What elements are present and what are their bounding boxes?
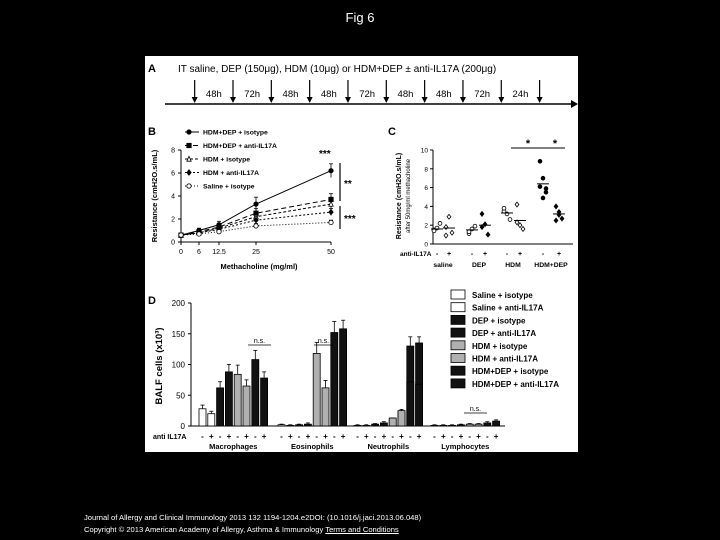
panel-d-y-label: BALF cells (x10³) bbox=[154, 327, 165, 405]
panel-d-bar-overlay bbox=[416, 384, 423, 426]
panel-d-sign-label: + bbox=[493, 432, 499, 441]
panel-d-sign-label: - bbox=[253, 432, 257, 441]
timeline-arrowhead-small bbox=[422, 97, 428, 103]
panel-d-bar bbox=[287, 425, 294, 426]
panel-d-bar bbox=[440, 425, 447, 426]
panel-d-legend-label: Saline + isotype bbox=[472, 291, 533, 300]
panel-c-data-point bbox=[450, 230, 454, 235]
panel-c-data-point bbox=[438, 221, 442, 225]
panel-b-legend-label: HDM+DEP + anti-IL17A bbox=[203, 143, 277, 150]
panel-d-bar bbox=[313, 353, 320, 426]
panel-c-data-point bbox=[554, 218, 558, 223]
panel-b-y-tick-label: 2 bbox=[171, 216, 175, 224]
panel-a-header: IT saline, DEP (150μg), HDM (10μg) or HDM+DEP ± anti-IL17A (200μg) bbox=[178, 64, 497, 75]
panel-b-x-tick-label: 0 bbox=[179, 249, 183, 256]
citation-footer bbox=[84, 512, 421, 536]
panel-b-y-tick-label: 8 bbox=[171, 147, 175, 155]
panel-b-significance-label: ** bbox=[344, 179, 352, 190]
timeline-arrowhead-small bbox=[537, 97, 543, 103]
panel-b-data-point bbox=[329, 169, 333, 173]
panel-b-x-tick-label: 50 bbox=[327, 249, 335, 256]
panel-c-data-point bbox=[483, 222, 487, 227]
panel-c-data-point bbox=[502, 206, 506, 210]
panel-d-sign-label: - bbox=[485, 432, 489, 441]
panel-d-y-tick-label: 200 bbox=[171, 299, 185, 308]
panel-c-data-point bbox=[515, 202, 519, 207]
panel-b-legend-marker bbox=[187, 170, 191, 175]
panel-c-sign-label: + bbox=[446, 251, 452, 258]
panel-d-sign-label: - bbox=[433, 432, 436, 441]
panel-d-bar bbox=[296, 425, 303, 426]
panel-c-sign-label: + bbox=[517, 251, 523, 258]
panel-d-legend-label: HDM+DEP + isotype bbox=[472, 367, 549, 377]
panel-d-sign-label: + bbox=[323, 432, 328, 441]
panel-c-y-tick-label: 8 bbox=[424, 166, 428, 174]
timeline-arrowhead-small bbox=[192, 97, 198, 103]
panel-d-legend-label: DEP + anti-IL17A bbox=[472, 329, 537, 339]
panel-d-bar bbox=[340, 329, 347, 426]
panel-d-category-label: Lymphocytes bbox=[441, 442, 490, 451]
panel-b-legend-label: HDM+DEP + isotype bbox=[203, 129, 268, 137]
timeline-arrowhead-small bbox=[460, 97, 466, 103]
panel-b-data-point bbox=[329, 220, 333, 224]
panel-d-significance-label: n.s. bbox=[317, 338, 330, 345]
panel-c-data-point bbox=[538, 185, 542, 189]
panel-d-sign-label: - bbox=[280, 432, 283, 441]
panel-b-data-point bbox=[254, 224, 258, 228]
panel-d-bar bbox=[475, 424, 482, 426]
panel-d-sign-label: + bbox=[287, 432, 293, 441]
timeline-interval-label: 24h bbox=[512, 89, 529, 100]
panel-b-x-tick-label: 6 bbox=[197, 249, 201, 256]
timeline-interval-label: 48h bbox=[282, 89, 299, 100]
panel-c-data-point bbox=[432, 229, 436, 233]
panel-d-category-label: Macrophages bbox=[209, 442, 258, 451]
panel-b-letter: B bbox=[148, 126, 156, 138]
panel-d-sign-label: - bbox=[408, 432, 412, 441]
panel-b-legend-marker bbox=[187, 143, 191, 147]
panel-d-sign-label: - bbox=[391, 432, 395, 441]
panel-c-scatter-chart bbox=[388, 126, 573, 269]
panel-d-sign-label: + bbox=[416, 432, 422, 441]
panel-c-data-point bbox=[538, 159, 542, 163]
panel-d-sign-label: + bbox=[458, 432, 464, 441]
panel-d-category-label: Eosinophils bbox=[291, 442, 334, 451]
panel-d-sign-label: + bbox=[305, 432, 311, 441]
panel-b-y-tick-label: 0 bbox=[171, 239, 175, 247]
timeline-arrowhead-small bbox=[498, 97, 504, 103]
timeline-arrowhead-small bbox=[268, 97, 274, 103]
panel-c-y-label: Resistance (cmH2O.s/mL) bbox=[396, 152, 403, 240]
panel-c-data-point bbox=[518, 223, 522, 228]
timeline-interval-label: 48h bbox=[397, 89, 414, 100]
panel-d-bar bbox=[261, 378, 268, 426]
panel-d-legend-label: HDM + anti-IL17A bbox=[472, 354, 539, 364]
panel-c-significance-label: * bbox=[525, 138, 531, 150]
citation-line: Journal of Allergy and Clinical Immunology 2013 132 1194-1204.e2DOI: (10.1016/j.jaci.2013.06.048) bbox=[84, 513, 422, 522]
timeline-arrowhead bbox=[571, 100, 578, 108]
panel-d-legend-label: Saline + anti-IL17A bbox=[472, 303, 544, 313]
panel-b-data-point bbox=[254, 202, 258, 206]
panel-a-letter: A bbox=[148, 63, 156, 75]
panel-d-sign-label: + bbox=[261, 432, 267, 441]
panel-c-data-point bbox=[444, 225, 448, 230]
panel-c-data-point bbox=[447, 214, 451, 219]
panel-d-bar bbox=[484, 423, 491, 426]
panel-c-letter: C bbox=[388, 126, 396, 138]
panel-d-bar bbox=[457, 425, 464, 426]
panel-c-data-point bbox=[544, 187, 548, 191]
panel-c-group-label: saline bbox=[433, 262, 453, 269]
panel-c-data-point bbox=[541, 196, 545, 200]
panel-d-bar bbox=[354, 425, 361, 426]
panel-d-bar bbox=[466, 424, 473, 426]
panel-d-sign-label: + bbox=[244, 432, 249, 441]
panel-c-y-tick-label: 10 bbox=[420, 147, 428, 155]
copyright-text: Copyright © 2013 American Academy of Allergy, Asthma & Immunology bbox=[84, 525, 324, 534]
panel-b-x-label: Methacholine (mg/ml) bbox=[220, 262, 298, 271]
panel-d-legend-swatch bbox=[451, 290, 465, 299]
panel-a-timeline bbox=[148, 63, 578, 108]
panel-b-data-point bbox=[179, 233, 183, 237]
panel-c-sign-label: - bbox=[470, 251, 474, 258]
terms-link[interactable]: Terms and Conditions bbox=[325, 525, 399, 534]
panel-d-bar bbox=[234, 374, 241, 426]
panel-c-data-point bbox=[508, 218, 512, 222]
copyright-line bbox=[84, 524, 421, 536]
panel-d-bar bbox=[322, 388, 329, 426]
panel-d-bar bbox=[380, 423, 387, 426]
panel-d-bar-chart bbox=[148, 290, 559, 451]
panel-c-data-point bbox=[544, 190, 548, 194]
panel-d-sign-label: + bbox=[226, 432, 232, 441]
panel-c-y-tick-label: 0 bbox=[424, 241, 428, 249]
timeline-arrowhead-small bbox=[307, 97, 313, 103]
figure-svg bbox=[145, 56, 578, 452]
panel-c-sign-label: + bbox=[482, 251, 488, 258]
panel-d-bar bbox=[217, 388, 224, 426]
panel-c-data-point bbox=[541, 176, 545, 180]
panel-d-bar bbox=[252, 360, 259, 426]
panel-b-data-point bbox=[329, 201, 333, 206]
panel-d-sign-label: - bbox=[218, 432, 222, 441]
timeline-arrowhead-small bbox=[345, 97, 351, 103]
timeline-interval-label: 48h bbox=[320, 89, 337, 100]
panel-d-row-label: anti IL17A bbox=[153, 434, 187, 441]
panel-d-significance-label: n.s. bbox=[469, 406, 482, 413]
panel-c-data-point bbox=[560, 216, 564, 221]
panel-b-x-tick-label: 25 bbox=[252, 249, 260, 256]
panel-b-y-label: Resistance (cmH2O.s/mL) bbox=[150, 149, 159, 243]
panel-b-y-tick-label: 6 bbox=[171, 170, 175, 178]
panel-b-data-point bbox=[197, 232, 201, 236]
panel-d-sign-label: + bbox=[440, 432, 446, 441]
panel-b-legend-marker bbox=[187, 184, 191, 188]
panel-b-legend-label: Saline + isotype bbox=[203, 183, 255, 191]
panel-c-data-point bbox=[480, 212, 484, 217]
panel-c-y-tick-label: 6 bbox=[424, 185, 428, 193]
panel-d-legend-swatch bbox=[451, 341, 465, 350]
panel-d-legend-swatch bbox=[451, 354, 465, 363]
panel-d-legend-swatch bbox=[451, 303, 465, 312]
panel-b-line-chart bbox=[148, 126, 356, 271]
panel-d-bar bbox=[199, 409, 206, 426]
panel-d-legend-swatch bbox=[451, 379, 465, 388]
panel-d-sign-label: + bbox=[381, 432, 387, 441]
panel-d-sign-label: - bbox=[201, 432, 204, 441]
panel-b-legend-label: HDM + anti-IL17A bbox=[203, 170, 260, 177]
panel-d-legend-swatch bbox=[451, 328, 465, 337]
panel-b-data-point bbox=[217, 229, 221, 233]
panel-d-bar bbox=[278, 425, 285, 426]
panel-c-data-point bbox=[486, 232, 490, 237]
panel-d-legend-label: HDM + isotype bbox=[472, 341, 528, 351]
panel-d-bar-overlay bbox=[398, 411, 405, 426]
panel-b-legend-marker bbox=[187, 130, 191, 134]
panel-b-significance-label: *** bbox=[319, 149, 331, 160]
panel-d-bar bbox=[208, 414, 215, 426]
figure-title: Fig 6 bbox=[345, 10, 375, 25]
panel-b-data-point bbox=[329, 209, 333, 214]
panel-d-sign-label: - bbox=[373, 432, 377, 441]
panel-b-legend-label: HDM + isotype bbox=[203, 156, 251, 164]
timeline-arrowhead-small bbox=[383, 97, 389, 103]
panel-d-sign-label: + bbox=[340, 432, 346, 441]
panel-d-sign-label: - bbox=[356, 432, 359, 441]
panel-d-bar bbox=[331, 333, 338, 426]
panel-d-sign-label: - bbox=[297, 432, 301, 441]
timeline-interval-label: 48h bbox=[435, 89, 452, 100]
panel-d-bar bbox=[243, 386, 250, 426]
panel-d-bar bbox=[225, 372, 232, 426]
panel-d-sign-label: + bbox=[399, 432, 404, 441]
panel-d-sign-label: - bbox=[332, 432, 336, 441]
panel-d-bar bbox=[431, 425, 438, 426]
panel-d-y-tick-label: 100 bbox=[171, 360, 185, 370]
panel-b-x-tick-label: 12.5 bbox=[212, 249, 226, 256]
panel-d-bar bbox=[493, 421, 500, 426]
panel-d-y-tick-label: 150 bbox=[171, 329, 185, 339]
timeline-interval-label: 72h bbox=[474, 89, 491, 100]
timeline-interval-label: 48h bbox=[205, 89, 222, 100]
panel-c-group-label: HDM+DEP bbox=[534, 262, 568, 269]
panel-c-sign-label: - bbox=[505, 251, 509, 258]
panel-d-category-label: Neutrophils bbox=[367, 442, 410, 451]
panel-d-letter: D bbox=[148, 295, 156, 307]
panel-c-data-point bbox=[554, 204, 558, 209]
panel-d-bar bbox=[363, 425, 370, 426]
timeline-interval-label: 72h bbox=[359, 89, 376, 100]
panel-d-bar bbox=[449, 425, 456, 426]
panel-d-sign-label: - bbox=[450, 432, 454, 441]
panel-b-y-tick-label: 4 bbox=[171, 193, 175, 201]
panel-d-sign-label: + bbox=[476, 432, 481, 441]
panel-d-sign-label: - bbox=[236, 432, 240, 441]
panel-c-y-label-sub: after 50mg/ml methacholine bbox=[406, 158, 412, 234]
panel-c-sign-label: - bbox=[541, 251, 545, 258]
timeline-arrowhead-small bbox=[230, 97, 236, 103]
panel-d-bar-overlay bbox=[389, 418, 396, 426]
panel-c-data-point bbox=[444, 233, 448, 238]
panel-d-bar bbox=[304, 424, 311, 426]
panel-c-group-label: DEP bbox=[472, 262, 486, 269]
panel-d-legend-label: DEP + isotype bbox=[472, 316, 526, 326]
panel-d-y-tick-label: 50 bbox=[176, 391, 185, 401]
panel-d-legend-label: HDM+DEP + anti-IL17A bbox=[472, 379, 559, 389]
panel-b-significance-label: *** bbox=[344, 214, 356, 225]
panel-d-sign-label: - bbox=[468, 432, 472, 441]
panel-c-sign-label: + bbox=[556, 251, 562, 258]
panel-d-y-tick-label: 0 bbox=[180, 422, 185, 431]
panel-c-data-point bbox=[521, 227, 525, 232]
panel-d-sign-label: - bbox=[315, 432, 319, 441]
panel-c-row-label: anti-IL17A bbox=[400, 251, 432, 258]
timeline-interval-label: 72h bbox=[244, 89, 261, 100]
panel-c-y-tick-label: 4 bbox=[424, 203, 428, 211]
panel-d-bar-overlay bbox=[407, 382, 414, 426]
panel-d-bar bbox=[372, 424, 379, 426]
panel-d-significance-label: n.s. bbox=[253, 338, 266, 345]
panel-c-group-label: HDM bbox=[505, 262, 521, 269]
panel-c-data-point bbox=[473, 224, 477, 228]
panel-c-significance-label: * bbox=[552, 138, 558, 150]
panel-d-legend-swatch bbox=[451, 366, 465, 375]
panel-d-sign-label: + bbox=[208, 432, 214, 441]
figure-panel bbox=[145, 56, 578, 452]
panel-c-y-tick-label: 2 bbox=[424, 222, 428, 230]
panel-d-sign-label: + bbox=[363, 432, 369, 441]
panel-d-legend-swatch bbox=[451, 315, 465, 324]
panel-c-data-point bbox=[467, 230, 471, 234]
panel-c-sign-label: - bbox=[435, 251, 439, 258]
